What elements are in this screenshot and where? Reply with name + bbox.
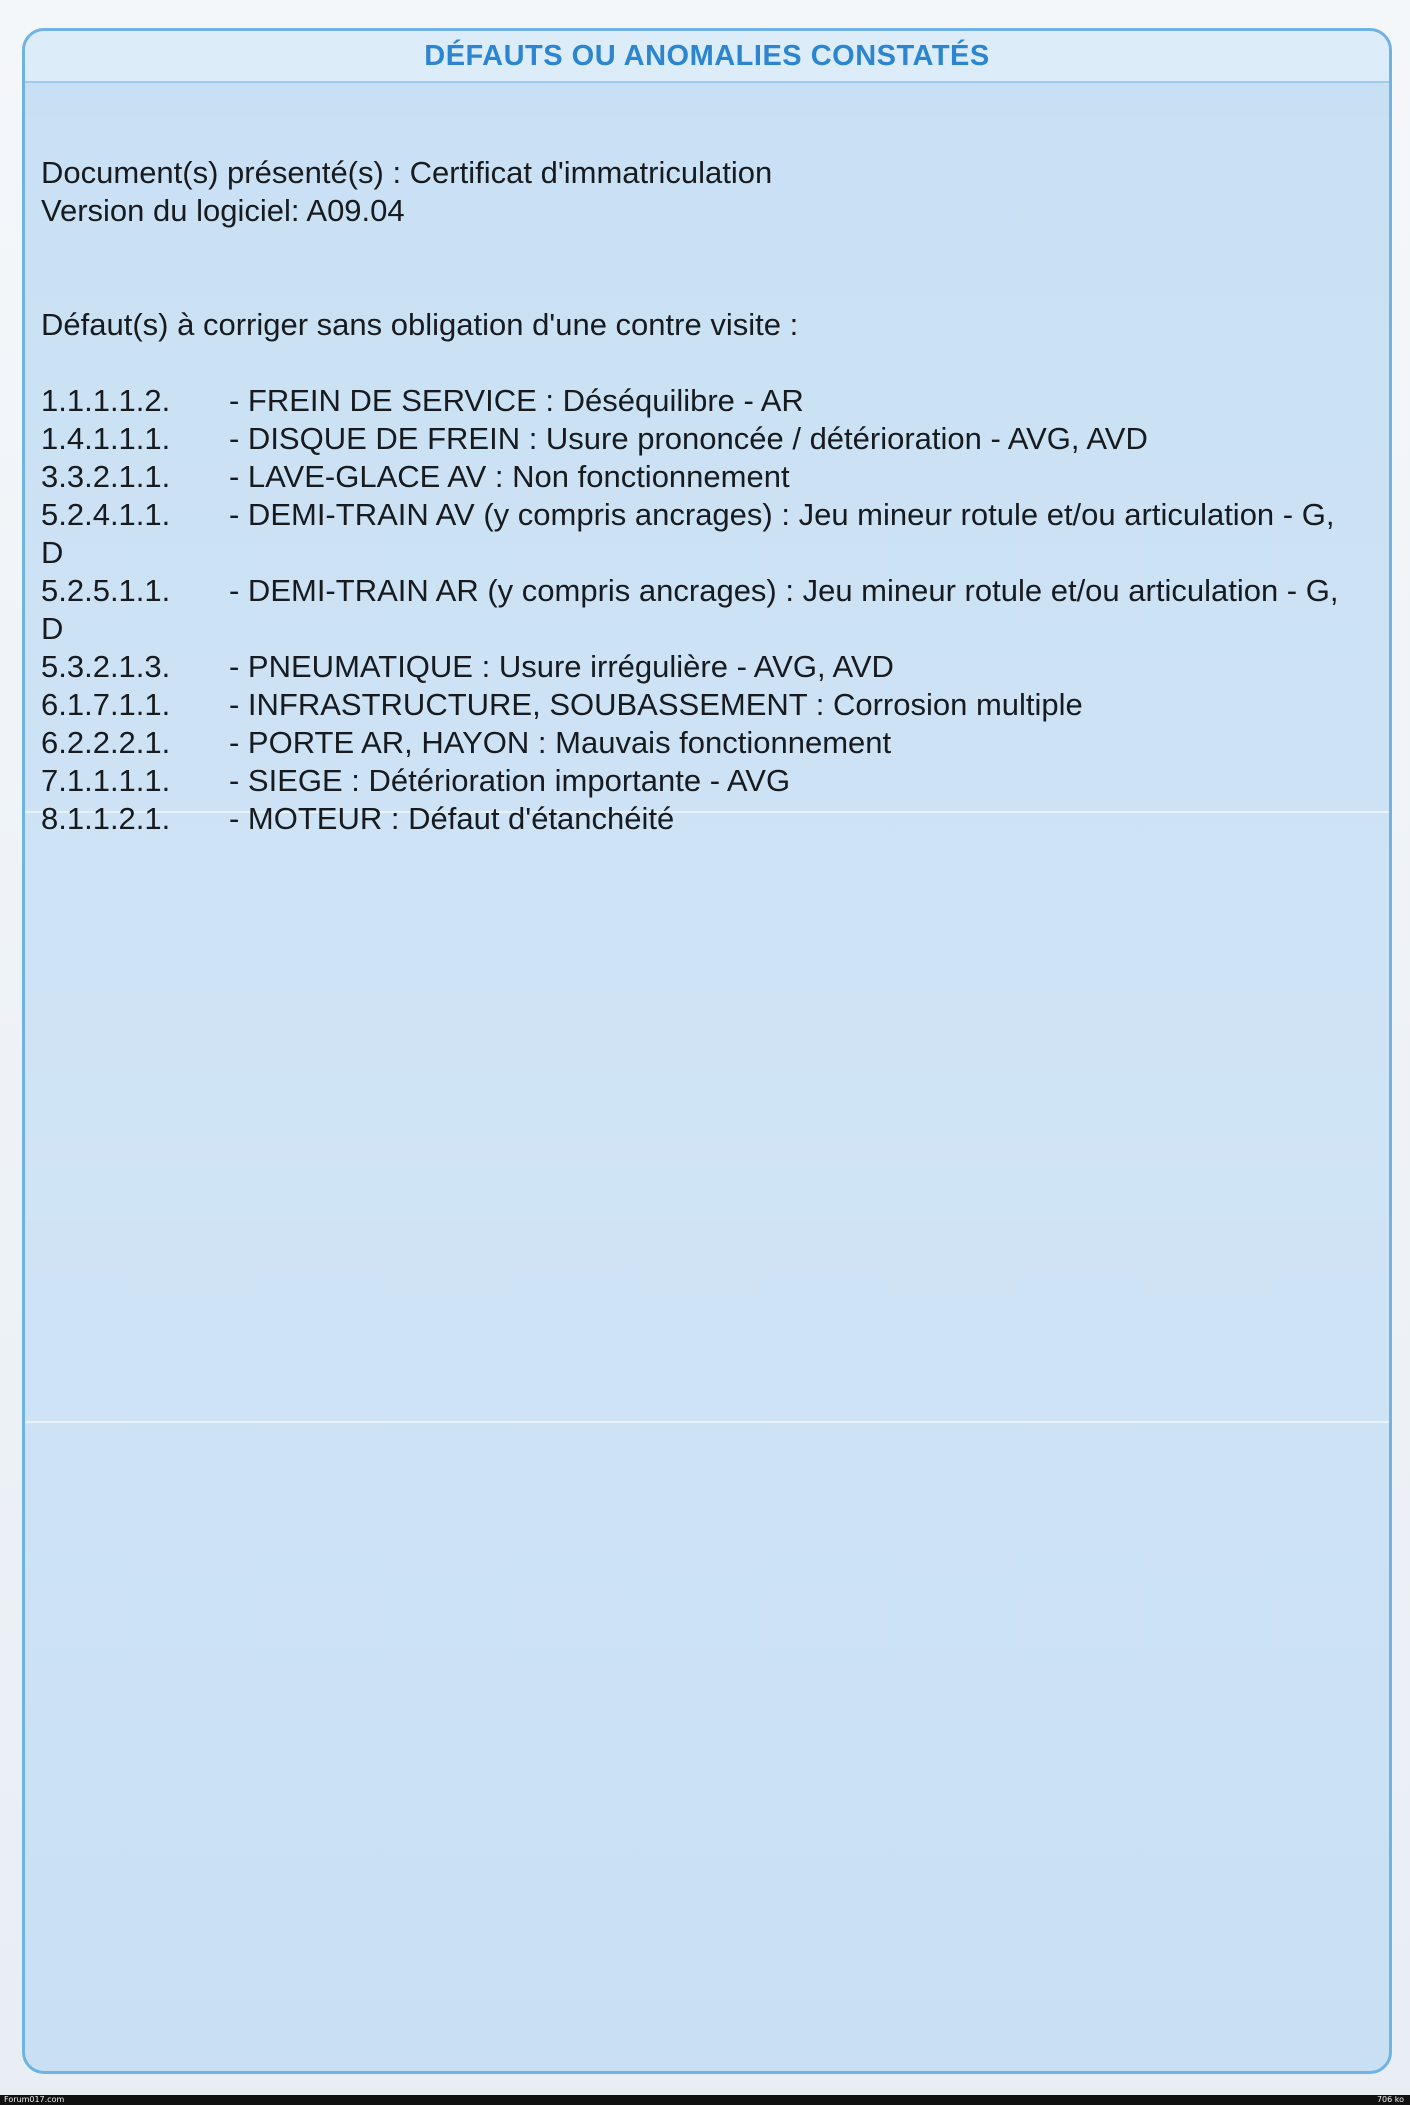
defect-description: - SIEGE : Détérioration importante - AVG [229,763,791,798]
defect-item [41,648,1361,686]
defect-code: 8.1.1.2.1. [41,801,171,836]
defect-item [41,686,1361,724]
defects-panel [22,28,1392,2074]
defect-code: 3.3.2.1.1. [41,459,171,494]
defect-description: - DISQUE DE FREIN : Usure prononcée / détérioration - AVG, AVD [229,421,1148,456]
defect-description: - LAVE-GLACE AV : Non fonctionnement [229,459,790,494]
defect-description: - DEMI-TRAIN AR (y compris ancrages) : Jeu mineur rotule et/ou articulation - G, D [41,573,1339,646]
defect-code: 7.1.1.1.1. [41,763,171,798]
defect-item [41,382,1361,420]
panel-content [41,154,1361,838]
defect-description: - PNEUMATIQUE : Usure irrégulière - AVG, AVD [229,649,894,684]
defect-item [41,420,1361,458]
defect-description: - INFRASTRUCTURE, SOUBASSEMENT : Corrosion multiple [229,687,1083,722]
defect-description: - FREIN DE SERVICE : Déséquilibre - AR [229,383,804,418]
defect-item [41,496,1361,572]
defect-description: - PORTE AR, HAYON : Mauvais fonctionnement [229,725,892,760]
footer-bar [0,2095,1410,2105]
panel-header [25,31,1389,83]
documents-presented: Document(s) présenté(s) : Certificat d'immatriculation [41,155,773,190]
defect-code: 5.3.2.1.3. [41,649,171,684]
defect-item [41,572,1361,648]
defect-list [41,382,1361,838]
panel-title: DÉFAUTS OU ANOMALIES CONSTATÉS [424,39,990,72]
defect-code: 6.1.7.1.1. [41,687,171,722]
software-version: Version du logiciel: A09.04 [41,193,405,228]
footer-site-label: Forum017.com [4,2095,65,2104]
defect-description: - DEMI-TRAIN AV (y compris ancrages) : Jeu mineur rotule et/ou articulation - G, D [41,497,1335,570]
defect-item [41,800,1361,838]
section-title: Défaut(s) à corriger sans obligation d'une contre visite : [41,307,799,342]
defect-code: 1.1.1.1.2. [41,383,171,418]
defect-code: 6.2.2.2.1. [41,725,171,760]
defect-code: 1.4.1.1.1. [41,421,171,456]
footer-size-label: 706 ko [1376,2095,1404,2104]
paper-fold-line [25,1421,1389,1423]
defect-item [41,724,1361,762]
defect-description: - MOTEUR : Défaut d'étanchéité [229,801,675,836]
defect-code: 5.2.5.1.1. [41,573,171,608]
defect-item [41,762,1361,800]
defect-item [41,458,1361,496]
defect-code: 5.2.4.1.1. [41,497,171,532]
